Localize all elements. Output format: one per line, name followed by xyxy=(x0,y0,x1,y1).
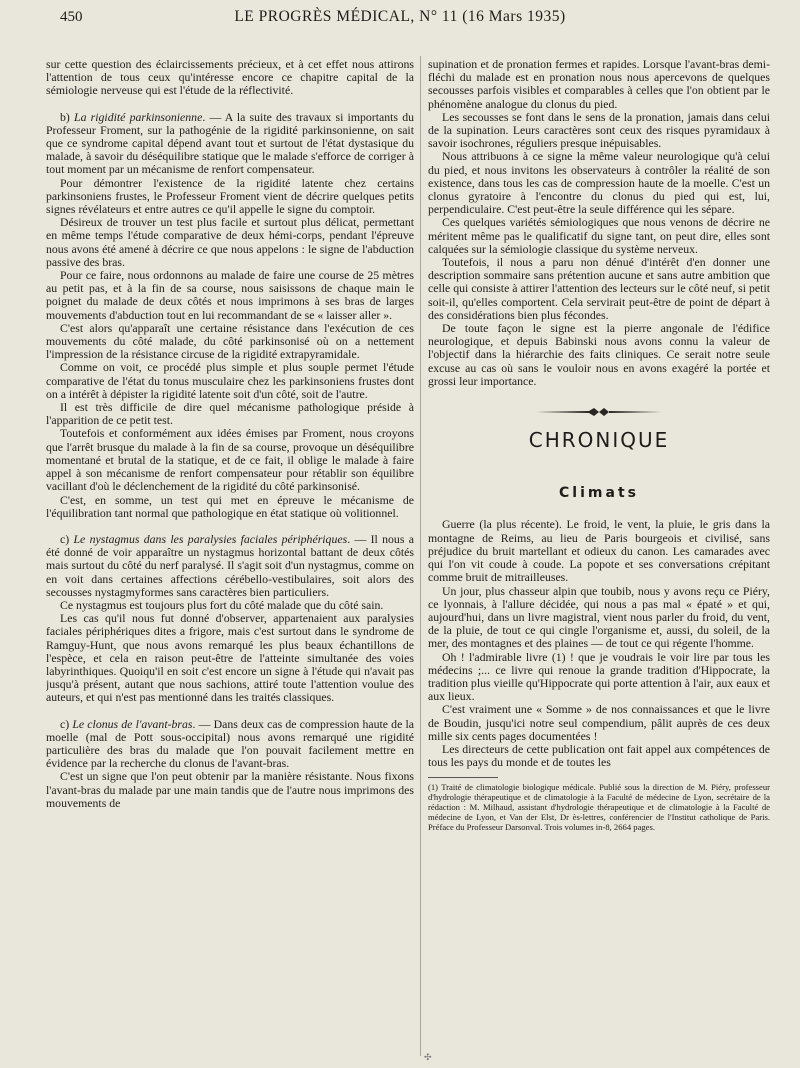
paragraph: Les secousses se font dans le sens de la pronation, jamais dans celui de la supination. Leurs caractères sont ceux des risques pyramidaux à savoir isochrones, réguliers presque inépuisables. xyxy=(428,109,770,151)
left-column xyxy=(46,58,414,1058)
paragraph: Comme on voit, ce procédé plus simple et plus souple permet l'étude comparative de l'état du tonus musculaire chez les parkinsoniens frustes dont on a intérêt à dépister la rigidité latente soit d'un côté, soit de l'autre. xyxy=(46,360,414,401)
paragraph: C'est vraiment une « Somme » de nos connaissances et que le livre de Boudin, jusqu'ici notre seul compendium, pâlit auprès de ces deux mille six cents pages documentées ! xyxy=(428,702,770,743)
section-title: La rigidité parkinsonienne xyxy=(74,109,203,124)
paragraph: Pour démontrer l'existence de la rigidité latente chez certains parkinsoniens frustes, le Professeur Froment vient de décrire quelques petits signes révélateurs et entre autres ce qu'il appelle le signe du comptoir. xyxy=(46,175,414,217)
section-label: c) xyxy=(60,716,73,731)
section-title: Le clonus de l'avant-bras xyxy=(72,716,193,731)
section-label: b) xyxy=(60,109,75,124)
footnote: (1) Traité de climatologie biologique médicale. Publié sous la direction de M. Piéry, professeur d'hydrologie thérapeutique et de climatologie à la Faculté de médecine de Lyon, secrétaire de la rédaction : M. Milhaud, assistant d'hydrologie thérapeutique et de climatologie à la Faculté de médecine de Lyon, et Van der Elst, Dr ès-lettres, conférencier de l'Institut catholique de Paris. Préface du Professeur Darsonval. Trois volumes in-8, 2664 pages. xyxy=(428,782,770,833)
paragraph: C'est un signe que l'on peut obtenir par la manière résistante. Nous fixons l'avant-bras du malade par une main tandis que de l'autre nous imprimons des mouvements de xyxy=(46,769,414,810)
paragraph: Ces quelques variétés sémiologiques que nous venons de décrire ne méritent même pas le qualificatif du signe tant, on peut dire, elles sont calquées sur la sémiologie classique du système nerveux. xyxy=(428,215,770,256)
section-c-clonus xyxy=(46,718,414,771)
paragraph: Désireux de trouver un test plus facile et surtout plus délicat, permettant en même temps l'étude comparative de deux hémi-corps, pendant l'épreuve nous avons été amené à décrire ce que nous appelons : le signe de l'abduction passive des bras. xyxy=(46,215,414,269)
section-c-nystagmus xyxy=(46,533,414,599)
printer-mark-icon: ✣ xyxy=(424,1052,432,1062)
paragraph: Nous attribuons à ce signe la même valeur neurologique qu'à celui du pied, et nous invitons les observateurs à contrôler la réalité de son existence, dans tous les cas de compression haute de la moelle. C'est un clonus gyratoire à l'encontre du clonus du pied qui est, lui, perpendiculaire. C'est peut-être la seule différence qui les sépare. xyxy=(428,149,770,217)
section-label: c) xyxy=(60,531,74,546)
paragraph: Un jour, plus chasseur alpin que toubib, nous y avons reçu ce Piéry, ce lyonnais, à l'allure décidée, qui nous a pas mal « épaté » et qui, aujourd'hui, dans un livre magistral, vient nous parler du froid, du vent, de la pluie, de tout ce qui cingle l'organisme et, aussi, du soleil, de la mer, des montagnes et des plaines — de tout ce qui régente l'homme. xyxy=(428,583,770,651)
paragraph: Les cas qu'il nous fut donné d'observer, appartenaient aux paralysies faciales périphériques dites a frigore, mais c'est surtout dans le syndrome de Ramguy-Hunt, que nous avons remarqué les plus beaux échantillons de l'espèce, et cela en raison peut-être de l'atteinte simultanée des voies labyrinthiques. Quoiqu'il en soit c'est encore un signe à l'étude qui n'avait pas jusqu'à présent, autant que nous sachions, attiré toute l'attention voulue des auteurs, et qui n'est pas mentionné dans les traités classiques. xyxy=(46,611,414,705)
paragraph: Ce nystagmus est toujours plus fort du côté malade que du côté sain. xyxy=(60,597,384,612)
paragraph: C'est, en somme, un test qui met en épreuve le mécanisme de l'équilibration tant normal que pathologique en état statique où volitionnel. xyxy=(46,492,414,520)
footnote-rule xyxy=(428,777,498,778)
right-column xyxy=(428,58,770,1058)
column-rule xyxy=(420,56,421,1056)
paragraph: Pour ce faire, nous ordonnons au malade de faire une course de 25 mètres au petit pas, et à la fin de sa course, nous saisissons de chaque main le poignet du malade de deux côtés et nous imprimons à ses bras de larges mouvements d'abduction tout en lui recommandant de se « laisser aller ». xyxy=(46,268,414,322)
ornament-divider-icon xyxy=(534,404,664,420)
paragraph: Il est très difficile de dire quel mécanisme pathologique préside à l'apparition de ce petit test. xyxy=(46,400,414,428)
paragraph: Toutefois, il nous a paru non dénué d'intérêt d'en donner une description sommaire sans prétention aucune et sans autre ambition que celle qui consiste à attirer l'attention des lecteurs sur le côté neuf, si petit soit-il, qu'elles comportent. Cela servirait peut-être de point de départ à des considérations bien plus fécondes. xyxy=(428,255,770,322)
paragraph: Toutefois et conformément aux idées émises par Froment, nous croyons que l'arrêt brusque du malade à la fin de sa course, provoque un déséquilibre momentané et brutal de la statique, et de ce fait, il oblige le malade à faire appel à son mécanisme de renfort compensateur pour rétablir son équilibre vacillant d'où le déclenchement de la rigidité du côté parkinsonisé. xyxy=(46,426,414,494)
paragraph: C'est alors qu'apparaît une certaine résistance dans l'exécution de ces mouvements du côté malade, du côté parkinsonisé où on a nettement l'impression de la résistance circuse de la rigidité extrapyramidale. xyxy=(46,320,414,362)
section-text: . — Il nous a été donné de voir apparaître un nystagmus horizontal battant de deux côtés mais surtout du côté du nerf paralysé. Il s'agit soit d'un nystagmus, comme on en voit dans certaines affections cérébello-vestibulaires, soit alors des secousses nystagmyformes sans caractères bien particuliers. xyxy=(46,531,414,599)
page-header xyxy=(0,0,800,48)
section-text: . — A la suite des travaux si importants du Professeur Froment, sur la pathogénie de la rigidité parkinsonienne, on sait que ce syndrome capital dépend avant tout et surtout de l'état dystasique du malade, à savoir du déséquilibre statique que le malade s'efforce de corriger à tout moment par un mécanisme de renfort compensateur. xyxy=(46,109,414,177)
paragraph: sur cette question des éclaircissements précieux, et à cet effet nous attirons l'attention de tous ceux qu'intéresse encore ce chapitre capital de la sémiologie nerveuse qui est l'étude de la réflectivité. xyxy=(46,58,414,98)
paragraph: Les directeurs de cette publication ont fait appel aux compétences de tous les pays du monde et de toutes les xyxy=(428,741,770,770)
journal-title: LE PROGRÈS MÉDICAL, N° 11 (16 Mars 1935) xyxy=(234,8,566,25)
section-b xyxy=(46,111,414,177)
paragraph: Oh ! l'admirable livre (1) ! que je voudrais le voir lire par tous les médecins ;... ce livre qui renoue la grande tradition d'Hippocrate, la tradition plus vieille qu'Hippocrate qui porte attention à l'air, aux eaux et aux lieux. xyxy=(428,649,770,704)
page-number: 450 xyxy=(60,9,83,25)
section-text: . — Dans deux cas de compression haute de la moelle (mal de Pott sous-occipital) nous avons remarqué une rigidité particulière des bras du malade que l'on pouvait facilement mettre en évidence par la recherche du clonus de l'avant-bras. xyxy=(46,716,414,771)
chronique-heading: CHRONIQUE xyxy=(528,428,670,453)
article-title: Climats xyxy=(559,485,639,502)
paragraph: Guerre (la plus récente). Le froid, le vent, la pluie, le gris dans la montagne de Reims, au lieu de Paris bourgeois et civilisé, sans préjudice du bruit martellant et odieux du canon. Les camarades avec qui l'on vit coude à coude. La popote et ses conversations crépitant comme bruit de mitrailleuses. xyxy=(428,517,770,585)
paragraph: De toute façon le signe est la pierre angonale de l'édifice neurologique, et depuis Babinski nous avons connu la valeur de l'objectif dans la hiérarchie des faits cliniques. Ce serait notre seule excuse au cas où sans le vouloir nous en avons exagéré la portée et grossi leur importance. xyxy=(428,321,770,388)
paragraph: supination et de pronation fermes et rapides. Lorsque l'avant-bras demi-fléchi du malade est en pronation nous nous apercevons de quelques secousses parfois visibles et comparables à celles que l'on obtient par le phénomène analogue du clonus du pied. xyxy=(428,58,770,111)
section-title: Le nystagmus dans les paralysies faciales périphériques xyxy=(73,531,348,546)
